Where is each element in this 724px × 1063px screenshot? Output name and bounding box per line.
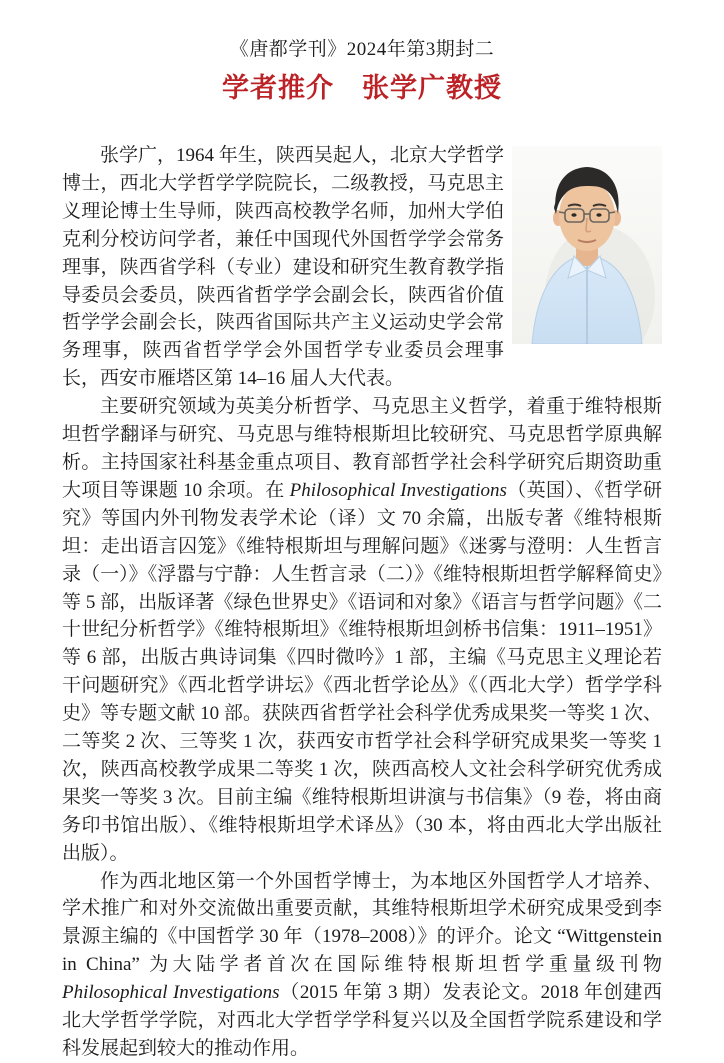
page-title: 学者推介 张学广教授 <box>222 73 502 103</box>
journal-issue-line: 《唐都学刊》2024年第3期封二 <box>229 39 495 60</box>
portrait-illustration <box>512 146 662 344</box>
text-segment: （2015 年第 3 期）发表论文。2018 年创建西北大学哲学学院，对西北大学哲学学科复兴以及全国哲学院系建设和学科发展起到较大的推动作用。 <box>62 982 662 1059</box>
paragraph <box>62 868 662 1063</box>
paragraph <box>62 393 662 867</box>
text-segment: 作为西北地区第一个外国哲学博士，为本地区外国哲学人才培养、学术推广和对外交流做出重要贡献，其维特根斯坦学术研究成果受到李景源主编的《中国哲学 30 年（1978–2008）》的评介。论文 “Wittgenstein in China” 为大陆学者首次在国际维特根斯坦哲学重量级刊物 <box>62 870 662 976</box>
journal-name-italic: Philosophical Investigations <box>289 479 507 501</box>
text-segment: 张学广，1964 年生，陕西吴起人，北京大学哲学博士，西北大学哲学学院院长，二级教授，马克思主义理论博士生导师，陕西高校教学名师，加州大学伯克利分校访问学者，兼任中国现代外国哲学学会常务理事，陕西省学科（专业）建设和研究生教育教学指导委员会委员，陕西省哲学学会副会长，陕西省价值哲学学会副会长，陕西省国际共产主义运动史学会常务理事，陕西省哲学学会外国哲学专业委员会理事长，西安市雁塔区第 14–16 届人大代表。 <box>62 145 504 390</box>
journal-name-italic: Philosophical Investigations <box>62 982 280 1004</box>
article-body <box>62 142 662 1063</box>
text-segment: （英国）、《哲学研究》等国内外刊物发表学术论（译）文 70 余篇，出版专著《维特根斯坦：走出语言囚笼》《维特根斯坦与理解问题》《迷雾与澄明：人生哲言录（一）》《浮嚣与宁静：人生哲言录（二）》《维特根斯坦哲学解释简史》等 5 部，出版译著《绿色世界史》《语词和对象》《语言与哲学问题》《二十世纪分析哲学》《维特根斯坦》《维特根斯坦剑桥书信集：1911–1951》等 6 部，出版古典诗词集《四时微吟》1 部，主编《马克思主义理论若干问题研究》《西北哲学讲坛》《西北哲学论丛》《（西北大学）哲学学科史》等专题文献 10 部。获陕西省哲学社会科学优秀成果奖一等奖 1 次、二等奖 2 次、三等奖 1 次，获西安市哲学社会科学研究成果奖一等奖 1 次，陕西高校教学成果二等奖 1 次，陕西高校人文社会科学研究优秀成果奖一等奖 3 次。目前主编《维特根斯坦讲演与书信集》（9 卷，将由商务印书馆出版）、《维特根斯坦学术译丛》（30 本，将由西北大学出版社出版）。 <box>62 479 662 864</box>
text-segment: 主要研究领域为英美分析哲学、马克思主义哲学，着重于维特根斯坦哲学翻译与研究、马克思与维特根斯坦比较研究、马克思哲学原典解析。主持国家社科基金重点项目、教育部哲学社会科学研究后期资助重大项目等课题 10 余项。在 <box>62 396 662 501</box>
professor-photo <box>512 146 662 344</box>
